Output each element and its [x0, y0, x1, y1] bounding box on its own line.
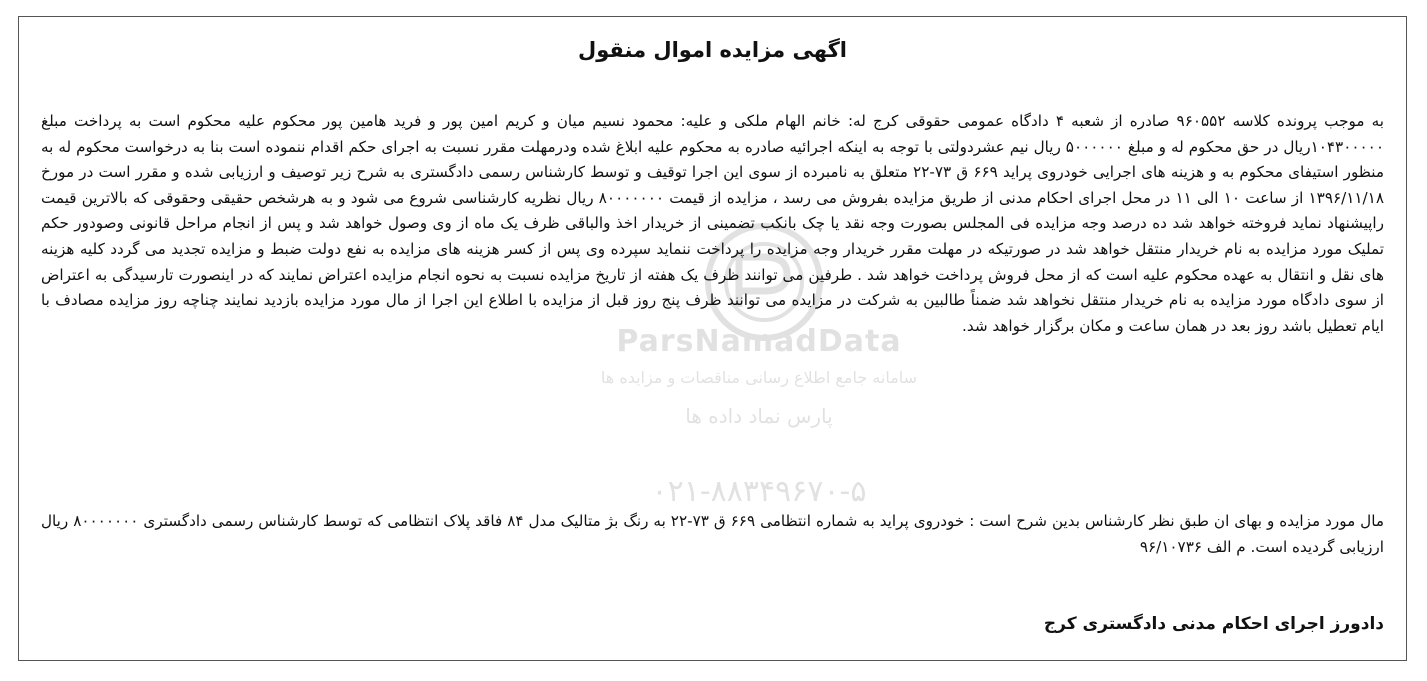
notice-body: به موجب پرونده کلاسه ۹۶۰۵۵۲ صادره از شعبه ۴ دادگاه عمومی حقوقی کرج له: خانم الهام ملکی و علیه: محمود نسیم میان و کریم امین پور و فرید هامین پور محکوم علیه محکوم است به پرداخت مبلغ ۱۰۴۳۰۰۰۰۰ریال در حق محکوم له و مبلغ ۵۰۰۰۰۰۰ ریال نیم عشردولتی با توجه به اینکه اجرائیه صادره به محکوم علیه ابلاغ شده ودرمهلت مقرر نسبت به اجرای حکم اقدام ننموده است بنا به درخواست محکوم له به منظور استیفای محکوم به و هزینه های اجرایی خودروی پراید ۶۶۹ ق ۷۳-۲۲ متعلق به نامبرده از سوی این اجرا توقیف و توسط کارشناس رسمی دادگستری به شرح زیر توصیف و ارزیابی شده و مقرر است در مورخ ۱۳۹۶/۱۱/۱۸ از ساعت ۱۰ الی ۱۱ در محل اجرای احکام مدنی از طریق مزایده بفروش می رسد ، مزایده از قیمت ۸۰۰۰۰۰۰۰ ریال نظریه کارشناسی شروع می شود و به هرشخص حقیقی وحقوقی که بالاترین قیمت راپیشنهاد نماید فروخته خواهد شد ده درصد وجه مزایده فی المجلس بصورت وجه نقد یا چک بانکب تضمینی از خریدار اخذ والباقی ظرف یک ماه از وی وصول خواهد شد و پس از انجام مراحل قانونی وصودور حکم تملیک مورد مزایده به نام خریدار منتقل خواهد شد در صورتیکه در مهلت مقرر خریدار وجه مزایده را پرداخت ننماید سپرده وی پس از کسر هزینه های مزایده به نفع دولت ضبط و مزایده تجدید می گردد کلیه هزینه های نقل و انتقال به عهده محکوم علیه است که از محل فروش پرداخت خواهد شد . طرفین می توانند ظرف یک هفته از تاریخ مزایده نسبت به نحوه انجام مزایده اعتراض نمایند که در اینصورت تارسیدگی به اعتراض از سوی دادگاه مورد مزایده به نام خریدار منتقل نخواهد شد ضمناً طالبین به شرکت در مزایده می توانند ظرف پنج روز قبل از مزایده با اطلاع این اجرا از مال مورد مزایده بازدید نمایند چناچه روز مزایده مصادف با ایام تعطیل باشد روز بعد در همان ساعت و مکان برگزار خواهد شد.	[41, 112, 1384, 335]
watermark-phone: ۰۲۱-۸۸۳۴۹۶۷۰-۵	[651, 474, 867, 509]
notice-title: اگهی مزایده اموال منقول	[578, 38, 847, 62]
watermark-subtitle: سامانه جامع اطلاع رسانی مناقصات و مزایده ها	[600, 368, 918, 387]
watermark-tagline: پارس نماد داده ها	[685, 404, 833, 428]
watermark-brand: ParsNamadData	[616, 324, 902, 359]
notice-item-description: مال مورد مزایده و بهای ان طبق نظر کارشناس بدین شرح است : خودروی پراید به شماره انتظامی ۶۶۹ ق ۷۳-۲۲ به رنگ بژ متالیک مدل ۸۴ فاقد پلاک انتظامی که توسط کارشناس رسمی دادگستری ۸۰۰۰۰۰۰۰ ریال ارزیابی گردیده است. م الف ۹۶/۱۰۷۳۶	[41, 512, 1384, 556]
notice-signature: دادورز اجرای احکام مدنی دادگستری کرج	[1043, 614, 1384, 634]
notice-frame	[18, 16, 1407, 661]
